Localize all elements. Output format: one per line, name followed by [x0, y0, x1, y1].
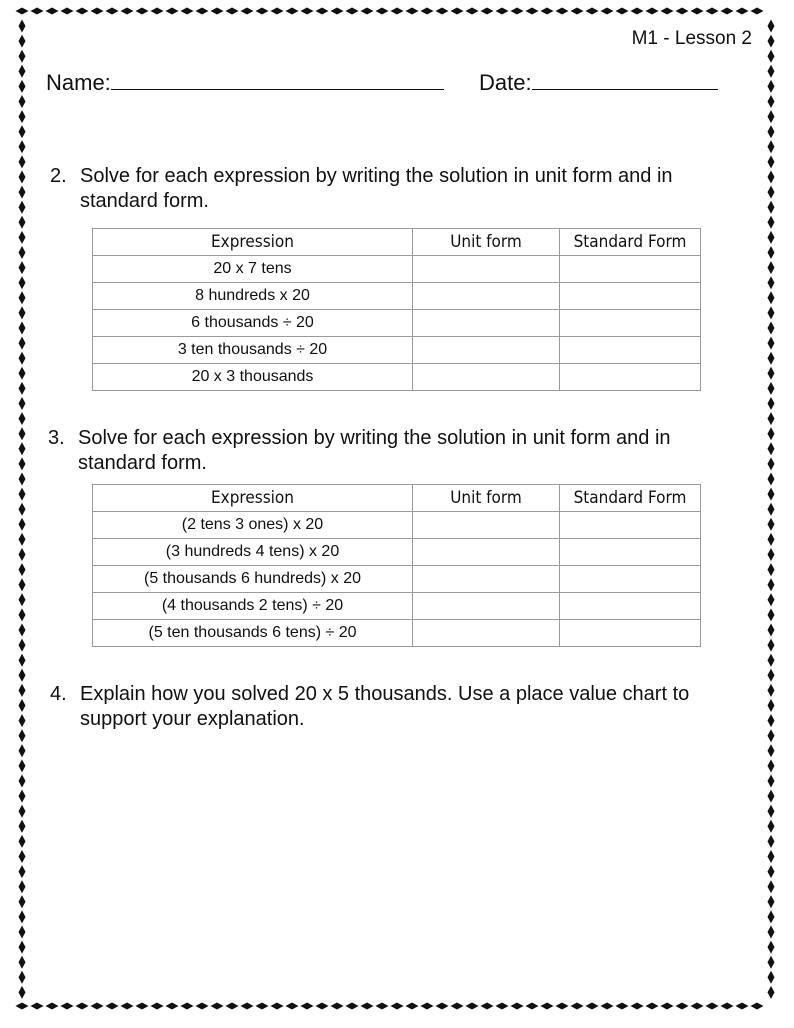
- border-diamond: [19, 548, 26, 561]
- standard-form-cell[interactable]: [560, 512, 701, 539]
- table-row: [93, 256, 701, 283]
- border-diamond: [19, 865, 26, 878]
- border-diamond: [768, 775, 775, 788]
- table-row: [93, 364, 701, 391]
- border-diamond: [768, 654, 775, 667]
- border-diamond: [768, 35, 775, 48]
- border-diamond: [19, 110, 26, 123]
- border-diamond: [19, 337, 26, 350]
- border-diamond: [646, 8, 659, 15]
- border-diamond: [19, 926, 26, 939]
- border-diamond: [768, 744, 775, 757]
- border-diamond: [19, 382, 26, 395]
- border-diamond: [706, 8, 719, 15]
- border-diamond: [421, 1003, 434, 1010]
- border-diamond: [661, 1003, 674, 1010]
- border-diamond: [768, 578, 775, 591]
- border-diamond: [19, 759, 26, 772]
- border-diamond: [19, 65, 26, 78]
- border-diamond: [768, 850, 775, 863]
- border-diamond: [19, 276, 26, 289]
- column-header: Unit form: [413, 229, 560, 256]
- border-diamond: [19, 910, 26, 923]
- border-diamond: [91, 1003, 104, 1010]
- border-diamond: [286, 8, 299, 15]
- table-row: [93, 337, 701, 364]
- border-diamond: [768, 216, 775, 229]
- border-diamond: [61, 1003, 74, 1010]
- border-diamond: [496, 1003, 509, 1010]
- border-diamond: [751, 1003, 764, 1010]
- column-header: Expression: [93, 485, 413, 512]
- border-diamond: [586, 1003, 599, 1010]
- border-diamond: [19, 201, 26, 214]
- border-diamond: [768, 306, 775, 319]
- border-diamond: [211, 8, 224, 15]
- lesson-label: M1 - Lesson 2: [631, 28, 752, 49]
- border-diamond: [768, 442, 775, 455]
- border-diamond: [19, 956, 26, 969]
- border-diamond: [166, 8, 179, 15]
- border-diamond: [768, 382, 775, 395]
- border-diamond: [768, 759, 775, 772]
- border-diamond: [768, 140, 775, 153]
- border-diamond: [436, 8, 449, 15]
- column-header: Unit form: [413, 485, 560, 512]
- border-diamond: [511, 8, 524, 15]
- border-diamond: [361, 8, 374, 15]
- border-diamond: [19, 805, 26, 818]
- border-diamond: [19, 684, 26, 697]
- border-diamond: [331, 8, 344, 15]
- border-diamond: [376, 8, 389, 15]
- border-diamond: [181, 1003, 194, 1010]
- border-diamond: [196, 1003, 209, 1010]
- border-diamond: [768, 488, 775, 501]
- border-diamond: [151, 8, 164, 15]
- unit-form-cell[interactable]: [413, 593, 560, 620]
- border-diamond: [451, 8, 464, 15]
- date-blank[interactable]: [532, 71, 718, 90]
- border-diamond: [226, 1003, 239, 1010]
- border-diamond: [768, 593, 775, 606]
- answer-space[interactable]: [50, 740, 750, 980]
- border-diamond: [768, 684, 775, 697]
- border-diamond: [19, 473, 26, 486]
- border-diamond: [768, 971, 775, 984]
- expression-cell: (5 ten thousands 6 tens) ÷ 20: [93, 620, 413, 647]
- border-diamond: [46, 8, 59, 15]
- unit-form-cell[interactable]: [413, 364, 560, 391]
- border-diamond: [691, 8, 704, 15]
- standard-form-cell[interactable]: [560, 337, 701, 364]
- expression-table-q2: [92, 228, 701, 391]
- question-text: Solve for each expression by writing the solution in unit form and in standard form.: [80, 165, 673, 212]
- table-row: [93, 283, 701, 310]
- border-diamond: [166, 1003, 179, 1010]
- border-diamond: [19, 291, 26, 304]
- border-diamond: [556, 1003, 569, 1010]
- border-diamond: [361, 1003, 374, 1010]
- border-diamond: [768, 337, 775, 350]
- border-diamond: [768, 231, 775, 244]
- border-diamond: [346, 1003, 359, 1010]
- border-diamond: [768, 986, 775, 999]
- border-diamond: [571, 8, 584, 15]
- border-diamond: [301, 1003, 314, 1010]
- standard-form-cell[interactable]: [560, 593, 701, 620]
- border-diamond: [19, 306, 26, 319]
- border-diamond: [19, 261, 26, 274]
- name-blank[interactable]: [111, 71, 444, 90]
- standard-form-cell[interactable]: [560, 364, 701, 391]
- border-diamond: [556, 8, 569, 15]
- expression-cell: (3 hundreds 4 tens) x 20: [93, 539, 413, 566]
- border-diamond: [19, 654, 26, 667]
- border-diamond: [768, 20, 775, 33]
- border-diamond: [768, 50, 775, 63]
- border-diamond: [61, 8, 74, 15]
- border-diamond: [376, 1003, 389, 1010]
- border-diamond: [706, 1003, 719, 1010]
- border-diamond: [19, 171, 26, 184]
- expression-cell: 3 ten thousands ÷ 20: [93, 337, 413, 364]
- border-diamond: [19, 835, 26, 848]
- border-diamond: [526, 1003, 539, 1010]
- border-diamond: [601, 1003, 614, 1010]
- border-diamond: [226, 8, 239, 15]
- expression-cell: (2 tens 3 ones) x 20: [93, 512, 413, 539]
- border-diamond: [768, 322, 775, 335]
- border-diamond: [331, 1003, 344, 1010]
- standard-form-cell[interactable]: [560, 256, 701, 283]
- border-diamond: [19, 20, 26, 33]
- expression-cell: 6 thousands ÷ 20: [93, 310, 413, 337]
- border-diamond: [768, 608, 775, 621]
- expression-cell: 20 x 3 thousands: [93, 364, 413, 391]
- question-number: 4.: [50, 683, 67, 705]
- table-row: [93, 620, 701, 647]
- border-diamond: [46, 1003, 59, 1010]
- border-diamond: [768, 110, 775, 123]
- border-diamond: [19, 518, 26, 531]
- question-3: [48, 426, 728, 476]
- expression-cell: 20 x 7 tens: [93, 256, 413, 283]
- border-diamond: [768, 941, 775, 954]
- border-diamond: [661, 8, 674, 15]
- border-diamond: [586, 8, 599, 15]
- border-diamond: [19, 246, 26, 259]
- border-diamond: [768, 125, 775, 138]
- border-diamond: [616, 8, 629, 15]
- border-diamond: [768, 65, 775, 78]
- border-diamond: [286, 1003, 299, 1010]
- border-diamond: [19, 895, 26, 908]
- unit-form-cell[interactable]: [413, 512, 560, 539]
- border-diamond: [721, 1003, 734, 1010]
- border-diamond: [691, 1003, 704, 1010]
- border-diamond: [466, 8, 479, 15]
- border-diamond: [391, 8, 404, 15]
- border-diamond: [391, 1003, 404, 1010]
- border-diamond: [676, 1003, 689, 1010]
- border-diamond: [19, 744, 26, 757]
- border-diamond: [768, 291, 775, 304]
- border-diamond: [481, 8, 494, 15]
- border-diamond: [768, 865, 775, 878]
- table-row: [93, 512, 701, 539]
- border-diamond: [768, 397, 775, 410]
- border-diamond: [19, 714, 26, 727]
- border-diamond: [631, 1003, 644, 1010]
- unit-form-cell[interactable]: [413, 620, 560, 647]
- border-diamond: [768, 412, 775, 425]
- border-diamond: [19, 503, 26, 516]
- border-diamond: [19, 80, 26, 93]
- border-diamond: [768, 699, 775, 712]
- border-diamond: [631, 8, 644, 15]
- border-diamond: [19, 35, 26, 48]
- border-diamond: [526, 8, 539, 15]
- border-diamond: [19, 971, 26, 984]
- border-diamond: [768, 790, 775, 803]
- border-diamond: [768, 820, 775, 833]
- border-diamond: [751, 8, 764, 15]
- border-diamond: [19, 593, 26, 606]
- border-diamond: [481, 1003, 494, 1010]
- border-diamond: [768, 352, 775, 365]
- border-diamond: [19, 125, 26, 138]
- border-diamond: [768, 729, 775, 742]
- unit-form-cell[interactable]: [413, 283, 560, 310]
- question-text: Explain how you solved 20 x 5 thousands. Use a place value chart to support your explanation.: [80, 683, 690, 730]
- border-diamond: [19, 412, 26, 425]
- border-diamond: [19, 50, 26, 63]
- border-diamond: [601, 8, 614, 15]
- border-diamond: [768, 895, 775, 908]
- border-diamond: [768, 910, 775, 923]
- border-diamond: [768, 95, 775, 108]
- border-diamond: [768, 639, 775, 652]
- border-diamond: [19, 533, 26, 546]
- expression-cell: (5 thousands 6 hundreds) x 20: [93, 566, 413, 593]
- expression-table-q3: [92, 484, 701, 647]
- date-label: Date:: [479, 70, 532, 95]
- border-diamond: [768, 457, 775, 470]
- border-diamond: [151, 1003, 164, 1010]
- column-header: Expression: [93, 229, 413, 256]
- border-diamond: [121, 8, 134, 15]
- border-diamond: [19, 95, 26, 108]
- border-diamond: [19, 880, 26, 893]
- name-label: Name:: [46, 70, 111, 95]
- column-header: Standard Form: [560, 485, 701, 512]
- border-diamond: [19, 578, 26, 591]
- standard-form-cell[interactable]: [560, 620, 701, 647]
- unit-form-cell[interactable]: [413, 337, 560, 364]
- border-diamond: [241, 1003, 254, 1010]
- border-diamond: [768, 276, 775, 289]
- border-diamond: [19, 140, 26, 153]
- date-line: [479, 70, 718, 96]
- border-diamond: [19, 639, 26, 652]
- border-diamond: [19, 488, 26, 501]
- border-diamond: [768, 805, 775, 818]
- border-diamond: [19, 699, 26, 712]
- question-4: [50, 682, 750, 732]
- border-diamond: [19, 775, 26, 788]
- unit-form-cell[interactable]: [413, 310, 560, 337]
- border-diamond: [256, 8, 269, 15]
- border-diamond: [136, 1003, 149, 1010]
- border-diamond: [121, 1003, 134, 1010]
- border-diamond: [31, 8, 44, 15]
- border-diamond: [19, 608, 26, 621]
- expression-cell: 8 hundreds x 20: [93, 283, 413, 310]
- border-diamond: [16, 8, 29, 15]
- border-diamond: [736, 1003, 749, 1010]
- name-line: [46, 70, 444, 96]
- border-diamond: [768, 503, 775, 516]
- border-diamond: [76, 8, 89, 15]
- border-diamond: [19, 941, 26, 954]
- unit-form-cell[interactable]: [413, 539, 560, 566]
- border-diamond: [256, 1003, 269, 1010]
- border-diamond: [316, 1003, 329, 1010]
- standard-form-cell[interactable]: [560, 310, 701, 337]
- table-header-row: [93, 485, 701, 512]
- border-diamond: [768, 201, 775, 214]
- border-diamond: [768, 835, 775, 848]
- question-number: 2.: [50, 165, 67, 187]
- border-diamond: [768, 367, 775, 380]
- border-diamond: [19, 216, 26, 229]
- border-diamond: [541, 1003, 554, 1010]
- border-diamond: [19, 397, 26, 410]
- border-diamond: [19, 367, 26, 380]
- question-text: Solve for each expression by writing the solution in unit form and in standard form.: [78, 427, 671, 474]
- column-header: Standard Form: [560, 229, 701, 256]
- expression-cell: (4 thousands 2 tens) ÷ 20: [93, 593, 413, 620]
- border-diamond: [19, 457, 26, 470]
- border-diamond: [271, 1003, 284, 1010]
- border-diamond: [768, 956, 775, 969]
- border-diamond: [19, 186, 26, 199]
- border-diamond: [91, 8, 104, 15]
- border-diamond: [19, 820, 26, 833]
- table-row: [93, 310, 701, 337]
- standard-form-cell[interactable]: [560, 566, 701, 593]
- border-diamond: [768, 473, 775, 486]
- border-diamond: [768, 155, 775, 168]
- border-diamond: [316, 8, 329, 15]
- border-diamond: [768, 186, 775, 199]
- border-diamond: [736, 8, 749, 15]
- border-diamond: [196, 8, 209, 15]
- border-diamond: [768, 880, 775, 893]
- standard-form-cell[interactable]: [560, 283, 701, 310]
- border-diamond: [301, 8, 314, 15]
- standard-form-cell[interactable]: [560, 539, 701, 566]
- unit-form-cell[interactable]: [413, 256, 560, 283]
- border-diamond: [271, 8, 284, 15]
- border-diamond: [646, 1003, 659, 1010]
- border-diamond: [768, 548, 775, 561]
- border-diamond: [421, 8, 434, 15]
- border-diamond: [241, 8, 254, 15]
- border-diamond: [136, 8, 149, 15]
- border-diamond: [436, 1003, 449, 1010]
- border-diamond: [768, 427, 775, 440]
- border-diamond: [19, 729, 26, 742]
- table-header-row: [93, 229, 701, 256]
- border-diamond: [76, 1003, 89, 1010]
- table-row: [93, 566, 701, 593]
- border-diamond: [768, 261, 775, 274]
- border-diamond: [19, 155, 26, 168]
- border-diamond: [19, 231, 26, 244]
- border-diamond: [721, 8, 734, 15]
- border-diamond: [451, 1003, 464, 1010]
- border-diamond: [346, 8, 359, 15]
- border-diamond: [676, 8, 689, 15]
- border-diamond: [19, 850, 26, 863]
- border-diamond: [768, 533, 775, 546]
- border-diamond: [19, 322, 26, 335]
- border-diamond: [768, 518, 775, 531]
- border-diamond: [19, 352, 26, 365]
- border-diamond: [406, 1003, 419, 1010]
- border-diamond: [466, 1003, 479, 1010]
- border-diamond: [768, 563, 775, 576]
- table-row: [93, 539, 701, 566]
- border-diamond: [768, 80, 775, 93]
- border-diamond: [768, 624, 775, 637]
- question-2: [50, 164, 730, 214]
- border-diamond: [106, 1003, 119, 1010]
- border-diamond: [19, 624, 26, 637]
- border-diamond: [16, 1003, 29, 1010]
- border-diamond: [768, 171, 775, 184]
- border-diamond: [19, 790, 26, 803]
- border-diamond: [768, 714, 775, 727]
- table-row: [93, 593, 701, 620]
- border-diamond: [511, 1003, 524, 1010]
- border-diamond: [571, 1003, 584, 1010]
- border-diamond: [768, 246, 775, 259]
- question-number: 3.: [48, 427, 65, 449]
- border-diamond: [19, 427, 26, 440]
- border-diamond: [19, 669, 26, 682]
- unit-form-cell[interactable]: [413, 566, 560, 593]
- border-diamond: [181, 8, 194, 15]
- border-diamond: [768, 669, 775, 682]
- border-diamond: [31, 1003, 44, 1010]
- border-diamond: [106, 8, 119, 15]
- border-diamond: [768, 926, 775, 939]
- border-diamond: [616, 1003, 629, 1010]
- border-diamond: [406, 8, 419, 15]
- border-diamond: [19, 442, 26, 455]
- border-diamond: [496, 8, 509, 15]
- border-diamond: [541, 8, 554, 15]
- border-diamond: [19, 563, 26, 576]
- border-diamond: [211, 1003, 224, 1010]
- border-diamond: [19, 986, 26, 999]
